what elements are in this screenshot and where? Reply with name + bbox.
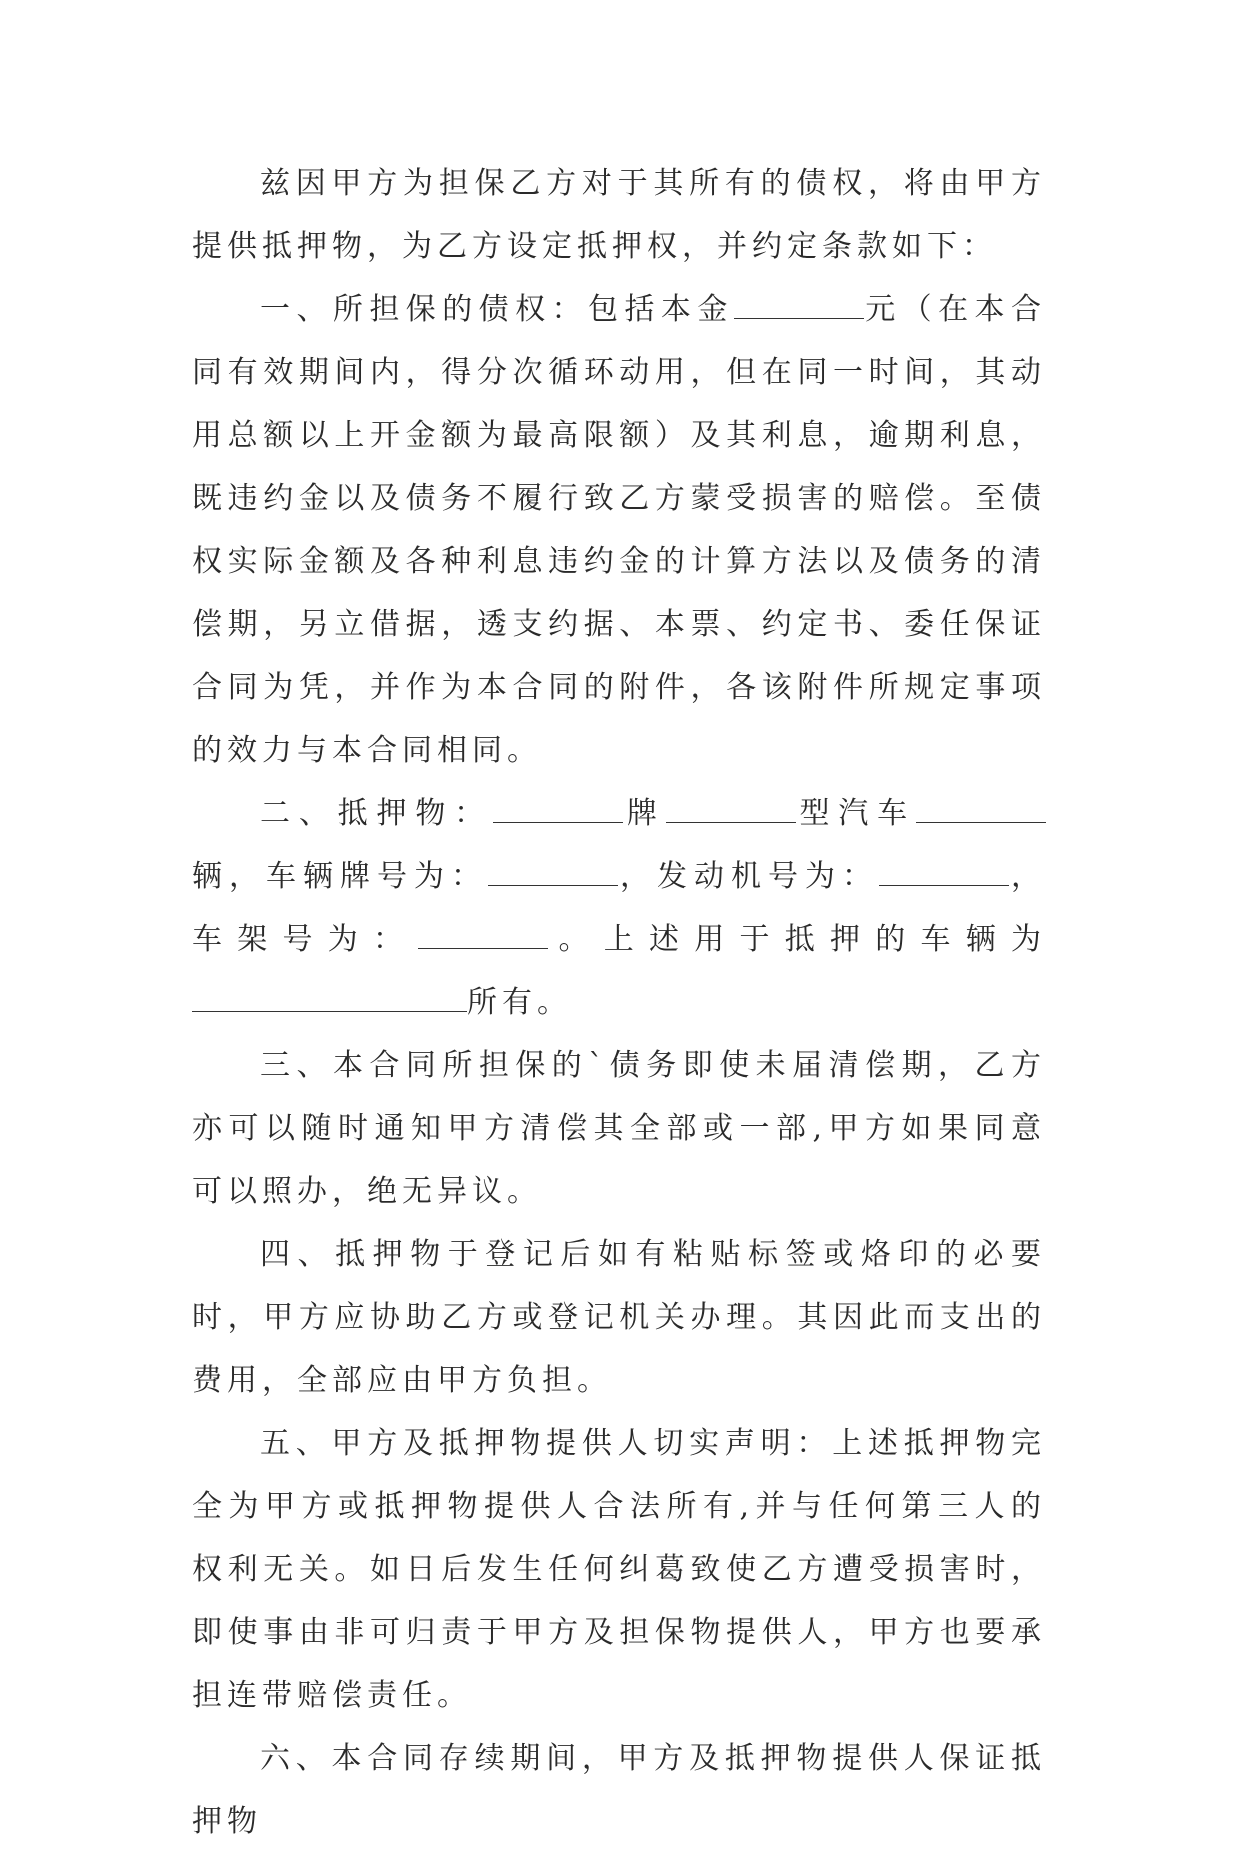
clause-1-text-start: 一、所担保的债权：包括本金 bbox=[260, 292, 734, 327]
model-label: 型汽车 bbox=[795, 796, 917, 831]
plate-label: 辆，车辆牌号为： bbox=[192, 859, 488, 894]
intro-paragraph: 兹因甲方为担保乙方对于其所有的债权，将由甲方提供抵押物，为乙方设定抵押权，并约定条款如下： bbox=[192, 166, 1046, 264]
clause-2-paragraph bbox=[192, 782, 1046, 1034]
principal-amount-blank bbox=[734, 292, 864, 319]
clause-6-paragraph: 六、本合同存续期间，甲方及抵押物提供人保证抵押物 bbox=[192, 1741, 1046, 1839]
frame-number-blank bbox=[418, 922, 548, 949]
owner-label: 。上述用于抵押的车辆为 bbox=[548, 922, 1046, 957]
quantity-blank bbox=[916, 796, 1046, 823]
owner-suffix: 所有。 bbox=[467, 985, 572, 1020]
plate-number-blank bbox=[488, 859, 618, 886]
brand-blank bbox=[493, 796, 623, 823]
clause-1-paragraph bbox=[192, 278, 1046, 782]
clause-3-paragraph: 三、本合同所担保的`债务即使未届清偿期，乙方亦可以随时通知甲方清偿其全部或一部,甲方如果同意可以照办，绝无异议。 bbox=[192, 1048, 1046, 1209]
engine-number-blank bbox=[879, 859, 1009, 886]
engine-label: ，发动机号为： bbox=[618, 859, 879, 894]
clause-5-paragraph: 五、甲方及抵押物提供人切实声明：上述抵押物完全为甲方或抵押物提供人合法所有,并与任何第三人的权利无关。如日后发生任何纠葛致使乙方遭受损害时，即使事由非可归责于甲方及担保物提供人，甲方也要承担连带赔偿责任。 bbox=[192, 1426, 1046, 1713]
model-blank bbox=[666, 796, 796, 823]
brand-label: 牌 bbox=[623, 796, 666, 831]
owner-blank bbox=[192, 985, 467, 1012]
clause-1-text-rest: 元（在本合同有效期间内，得分次循环动用，但在同一时间，其动用总额以上开金额为最高限额）及其利息，逾期利息，既违约金以及债务不履行致乙方蒙受损害的赔偿。至债权实际金额及各种利息违约金的计算方法以及债务的清偿期，另立借据，透支约据、本票、约定书、委任保证合同为凭，并作为本合同的附件，各该附件所规定事项的效力与本合同相同。 bbox=[192, 292, 1047, 768]
frame-label: ，车架号为： bbox=[192, 859, 1046, 957]
document-page bbox=[192, 152, 1046, 1853]
clause-4-paragraph: 四、抵押物于登记后如有粘贴标签或烙印的必要时，甲方应协助乙方或登记机关办理。其因此而支出的费用，全部应由甲方负担。 bbox=[192, 1237, 1046, 1398]
clause-2-label: 二、抵押物： bbox=[260, 796, 493, 831]
